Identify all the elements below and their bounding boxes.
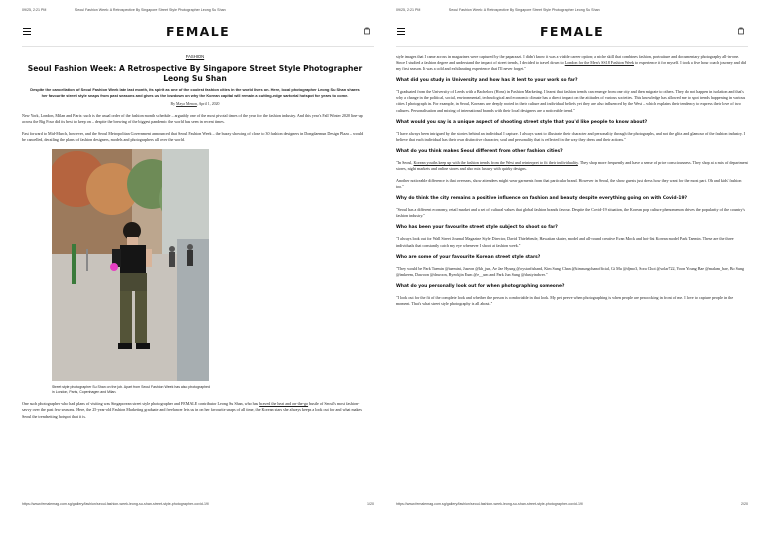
question-heading: What would you say is a unique aspect of shooting street style that you'd like people to know about? bbox=[396, 119, 648, 125]
print-url: https://www.femalemag.com.sg/gallery/fashion/seoul-fashion-week-leong-su-shan-street-style-photographer-covid-19/ bbox=[396, 502, 583, 506]
answer: "I have always been intrigued by the stories behind an individual I capture. I always want to illustrate their character and personality through the photographs, and not the glitz and glamour of the fashion industry. I believe that each individual has their own distinctive character, soul and personality that is reflected in the way they dress and their actions." bbox=[396, 130, 746, 142]
question-heading: What did you study in University and how has it lent to your work so far? bbox=[396, 78, 578, 84]
answer-text: . They shop more frequently and have a sense of price consciousness. They shop at a mix of department stores, night markets and online stores and also mix luxury with quirky designs. bbox=[396, 159, 748, 171]
answer: "Seoul has a different economy, retail market and a set of cultural values that global fashion brands favour. Despite the Covid-19 situation, the Korean pop culture phenomenon drives the popularity of the country's fashion industry." bbox=[396, 207, 745, 219]
answer: "They would be Park Taemin @taemini, Juseon @kh_jun, Ae Jae Hyung @oystarfishand, Kim Sung Chan @kimsungchanofficial, Gi Mu @djmo3, Sora Choi @solar722, Yoon Young Bae @malam_bae, Bo Sung @imkeem, Dawoon @dawoon, Byeokjin Eum @e__um and Park Jun Sung @dustyindwer." bbox=[396, 265, 745, 277]
article-standfirst: Despite the cancellation of Seoul Fashion Week late last month, its spirit as one of the coolest fashion cities in the world lives on. Here, local photographer Leong Su Shan shares her favourite street style snaps from past seasons and gives us the lowdown on why the Korean capital will remain a cutting-edge sartorial hotspot for years to come. bbox=[30, 87, 360, 98]
photo-caption: Street style photographer Su Shan on the job. Apart from Seoul Fashion Week has also photographed in London, Paris, Copenhagen and Milan. bbox=[52, 385, 210, 395]
paragraph bbox=[22, 401, 368, 419]
inline-link[interactable]: London for the Men's SS18 Fashion Week bbox=[564, 60, 634, 66]
question-heading: Who are some of your favourite Korean street style stars? bbox=[396, 254, 541, 260]
question-heading: What do you personally look out for when photographing someone? bbox=[396, 283, 565, 289]
paragraph: New York, London, Milan and Paris: such is the usual order of the fashion month schedule – arguably one of the most pivotal times of the year for the fashion industry. And this year's Fall Winter 2020 line-up across the Big Four did its best to keep on – despite the brewing of the biggest pandemic the world has seen in recent times. bbox=[22, 113, 363, 125]
print-footer bbox=[22, 502, 374, 506]
inline-link[interactable]: Korean youths keep up with the fashion trends from the West and reinterpret to fit their individuality bbox=[413, 159, 578, 165]
print-footer bbox=[396, 502, 748, 506]
print-timestamp: 09/25, 2:21 PM bbox=[22, 8, 47, 12]
answer: Another noticeable difference is that overseas, show attendees might wear garments from that particular brand. However in Seoul, the show guests just dress how they want for the most part. Oh and kids' fashion too." bbox=[396, 178, 742, 190]
paragraph-text: to experience it for myself. I took a five hour coach journey and did my first season. It was a cold and exhilarating experience that I'll never forget." bbox=[396, 60, 746, 72]
author-link[interactable]: Maya Menon bbox=[176, 102, 197, 106]
site-logo[interactable]: FEMALE bbox=[539, 24, 605, 39]
search-icon[interactable] bbox=[364, 27, 370, 35]
article bbox=[22, 54, 374, 426]
answer: "I graduated from the University of Leeds with a Bachelors (Hons) in Fashion Marketing. I learnt that fashion trends can emerge from one city and then migrate to others. They do not happen in isolation and that's why a change in the political, social, environmental, technological and economic climate has a direct impact on the attitudes of various societies. This knowledge has allowed me to spot trends happening in various cities I photograph in. For example, in Seoul, Koreans are deeply rooted in their culture and individual beliefs yet they are also influenced by the West – which explains their tendency to express their love of two cultures. Personalisation and mixing of international brands with their local designers are a noticeable trend." bbox=[396, 89, 746, 113]
answer: "I look out for the fit of the complete look and whether the person is comfortable in that look. My pet peeve when photographing is when people are peacocking in front of me. I love to capture people in the moment. That's what street style photography is all about." bbox=[396, 294, 734, 306]
print-title: Seoul Fashion Week: A Retrospective By Singapore Street Style Photographer Leong Su Shan bbox=[74, 8, 226, 12]
page-1 bbox=[22, 8, 374, 518]
print-title: Seoul Fashion Week: A Retrospective By Singapore Street Style Photographer Leong Su Shan bbox=[448, 8, 600, 12]
page-2 bbox=[396, 8, 748, 518]
question-heading: What do you think makes Seoul different from other fashion cities? bbox=[396, 148, 563, 154]
paragraph: Fast forward to Mid-March, however, and the Seoul Metropolitan Government announced that Seoul Fashion Week – the buzzy showing of close to 30 fashion designers in Dongdaemun Design Plaza – would be cancelled, derailing the plans of fashion designers, models and photographers all over the world. bbox=[22, 131, 364, 143]
category-link[interactable]: FASHION bbox=[185, 54, 205, 59]
site-header bbox=[22, 24, 374, 47]
page-number: 2/20 bbox=[741, 502, 748, 506]
byline bbox=[22, 102, 368, 106]
byline-prefix: By bbox=[170, 102, 176, 106]
answer-text: "In Seoul, bbox=[396, 159, 414, 165]
paragraph bbox=[396, 54, 748, 72]
page-number: 1/20 bbox=[367, 502, 374, 506]
paragraph-text: bustle of Seoul's most fashion-savvy over the past few seasons. Here, the 25-year-old Fashion Marketing graduate and freelancer lets us in on her favourite snaps of all time, the Korean stars she always keeps a look out for and what makes Seoul the trendsetting hotspot that it is. bbox=[22, 401, 362, 419]
print-header bbox=[22, 8, 374, 12]
question-heading: Who has been your favourite street style subject to shoot so far? bbox=[396, 225, 558, 231]
article-continued bbox=[396, 54, 748, 313]
print-header bbox=[396, 8, 748, 12]
publish-date: , April 1, 2020 bbox=[196, 102, 220, 106]
paragraph-text: One such photographer who had plans of visiting was Singaporean street style photographer and FEMALE contributor Leong Su Shan, who has bbox=[22, 401, 260, 407]
paragraph-text: style images that I came across in magazines were captured by the paparazzi. I didn't know it was a viable career option; a niche skill that combines fashion, portraiture and documentary photography all-in-one. Since I studied a fashion degree and understand the impact of street trends, I decided to travel down to bbox=[396, 54, 740, 66]
article-title: Seoul Fashion Week: A Retrospective By Singapore Street Style Photographer Leong Su Shan bbox=[27, 64, 363, 83]
question-heading: Why do think the city remains a positive influence on fashion and beauty despite everything going on with Covid-19? bbox=[396, 196, 688, 202]
print-url: https://www.femalemag.com.sg/gallery/fashion/seoul-fashion-week-leong-su-shan-street-style-photographer-covid-19/ bbox=[22, 502, 209, 506]
search-icon[interactable] bbox=[738, 27, 744, 35]
inline-link[interactable]: braved the heat and on-the-go bbox=[259, 401, 309, 407]
answer: "I always look out for Wall Street Journal Magazine Style Director, David Thielebeule, Hawaiian skater, model and all-round creative Evan Mock and hot-list Korean model Park Taemin. These are the three individuals that constantly catch my eye whenever I shoot at fashion week." bbox=[396, 236, 734, 248]
photo-street-style bbox=[52, 149, 209, 381]
article-photo bbox=[52, 149, 209, 381]
print-timestamp: 09/25, 2:21 PM bbox=[396, 8, 421, 12]
site-logo[interactable]: FEMALE bbox=[165, 24, 231, 39]
answer bbox=[396, 160, 748, 172]
site-header bbox=[396, 24, 748, 47]
